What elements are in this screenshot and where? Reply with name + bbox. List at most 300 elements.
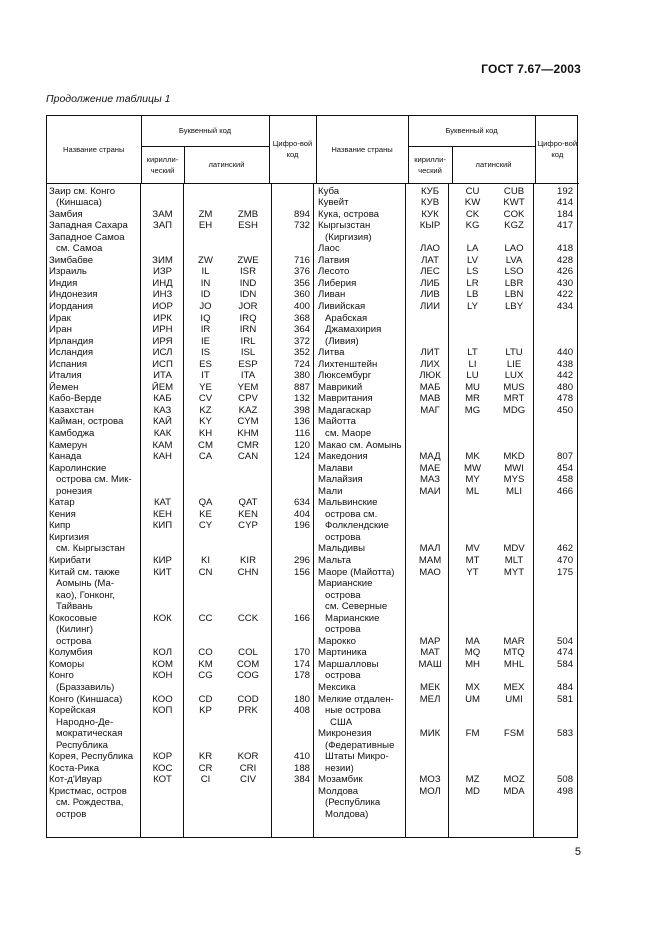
right-latin2-code: [452, 809, 493, 821]
left-country-name: Кабо-Верде: [49, 393, 102, 405]
left-latin2-code: [184, 682, 227, 694]
table-row: [47, 209, 579, 221]
table-row: [47, 647, 579, 659]
table-body: [47, 183, 579, 821]
table-row: [47, 590, 579, 602]
left-numeric-code: 120: [294, 439, 311, 451]
left-numeric-code: 732: [294, 220, 311, 232]
right-country-name: Майотта: [318, 416, 356, 428]
left-country-name: Китай см. также: [49, 566, 120, 578]
right-latin2-code: [452, 751, 493, 763]
table-row: [47, 786, 579, 798]
left-country-name: см. Кыргызстан: [56, 543, 125, 555]
right-country-name: Литва: [318, 347, 345, 359]
left-country-name: (Браззавиль): [56, 682, 115, 694]
header-letter-code-left: Буквенный код: [141, 116, 269, 146]
right-cyrillic-code: МАД: [419, 451, 441, 463]
left-latin3-code: IRQ: [239, 312, 257, 324]
left-latin3-code: ZMB: [237, 208, 259, 220]
left-cyrillic-code: [141, 728, 184, 740]
left-numeric-code: [269, 740, 316, 752]
left-latin3-code: [227, 786, 269, 798]
left-numeric-code: [269, 624, 316, 636]
left-latin2-code: CY: [198, 520, 213, 532]
right-country-name: Марианские: [325, 612, 380, 624]
right-numeric-code: [535, 705, 579, 717]
right-country-name: Люксембург: [318, 370, 372, 382]
right-country-name: (Ливия): [325, 335, 359, 347]
right-country-name: Куба: [318, 185, 340, 197]
left-numeric-code: 188: [294, 762, 311, 774]
table-row: [47, 809, 579, 821]
right-latin2-code: [452, 532, 493, 544]
right-cyrillic-code: МАМ: [418, 555, 442, 566]
right-country-name: Штаты Микро-: [325, 751, 389, 763]
left-numeric-code: 398: [294, 404, 311, 416]
right-country-name: Арабская: [325, 312, 368, 324]
left-cyrillic-code: [141, 486, 184, 498]
right-country-name: ные острова: [325, 705, 381, 717]
left-country-name: Аомынь (Ма-: [56, 578, 115, 590]
right-cyrillic-code: МИК: [419, 728, 441, 740]
left-latin2-code: KR: [198, 751, 213, 763]
right-cyrillic-code: МЕЛ: [419, 693, 441, 705]
right-latin2-code: LI: [468, 358, 477, 370]
right-cyrillic-code: [408, 624, 452, 636]
left-latin3-code: KAZ: [238, 404, 258, 416]
left-numeric-code: 716: [294, 254, 311, 266]
right-country-name: (Республика: [325, 797, 381, 809]
right-numeric-code: 583: [557, 728, 574, 740]
left-latin3-code: CCK: [237, 612, 259, 624]
left-latin3-code: [227, 717, 269, 729]
right-numeric-code: [535, 578, 579, 590]
table-row: [47, 255, 579, 267]
left-cyrillic-code: ИНД: [152, 277, 173, 289]
left-latin3-code: CHN: [237, 566, 259, 578]
left-cyrillic-code: [141, 797, 184, 809]
left-numeric-code: 410: [294, 751, 311, 763]
right-country-name: Лихтенштейн: [318, 358, 378, 370]
left-numeric-code: [269, 601, 316, 613]
right-latin3-code: LBY: [504, 300, 524, 312]
right-latin2-code: [452, 613, 493, 625]
right-cyrillic-code: [408, 740, 452, 752]
left-country-name: Кирибати: [49, 555, 91, 566]
right-latin2-code: LT: [467, 347, 478, 359]
left-country-name: (Киншаса): [56, 197, 102, 209]
left-cyrillic-code: КОМ: [152, 658, 173, 670]
left-latin2-code: IE: [200, 335, 211, 347]
right-latin3-code: MOZ: [503, 774, 525, 786]
right-latin2-code: MZ: [465, 774, 480, 786]
left-country-name: Италия: [49, 370, 82, 382]
left-latin3-code: [227, 543, 269, 555]
left-latin3-code: [227, 636, 269, 648]
right-latin2-code: MH: [465, 658, 480, 670]
right-cyrillic-code: [408, 313, 452, 325]
right-numeric-code: 466: [557, 485, 574, 497]
right-country-name: (Киргизия): [325, 231, 372, 243]
right-numeric-code: [535, 763, 579, 775]
right-cyrillic-code: МАИ: [419, 485, 441, 497]
left-latin3-code: [227, 728, 269, 740]
right-latin3-code: MYT: [503, 566, 525, 578]
left-latin3-code: ESP: [238, 358, 258, 370]
left-cyrillic-code: [141, 809, 184, 821]
right-latin3-code: UMI: [505, 693, 523, 705]
right-numeric-code: 175: [557, 566, 574, 578]
right-latin3-code: [493, 440, 535, 452]
table-row: [47, 705, 579, 717]
table-row: [47, 278, 579, 290]
left-cyrillic-code: ИРК: [153, 312, 172, 324]
left-latin2-code: IQ: [200, 312, 211, 324]
left-latin2-code: CO: [198, 647, 213, 659]
left-latin2-code: [184, 636, 227, 648]
left-latin2-code: [184, 717, 227, 729]
right-numeric-code: [535, 717, 579, 729]
right-latin3-code: [493, 520, 535, 532]
left-latin3-code: COG: [237, 670, 259, 682]
right-latin3-code: [493, 336, 535, 348]
left-country-name: Кристмас, остров: [49, 785, 127, 797]
left-numeric-code: 400: [294, 300, 311, 312]
right-latin3-code: MTQ: [503, 647, 525, 659]
right-numeric-code: 504: [557, 635, 574, 647]
right-numeric-code: 581: [557, 693, 574, 705]
table-row: [47, 266, 579, 278]
left-latin3-code: [227, 183, 269, 197]
header-numeric-left: Цифро-вой код: [269, 116, 316, 183]
right-latin2-code: [452, 232, 493, 244]
right-latin3-code: MDG: [502, 404, 526, 416]
left-latin2-code: QA: [198, 497, 213, 509]
left-cyrillic-code: КЕН: [153, 508, 172, 520]
right-country-name: Мальвинские: [318, 497, 378, 509]
left-numeric-code: [269, 463, 316, 475]
right-latin3-code: MKD: [503, 451, 525, 463]
right-latin2-code: MX: [465, 682, 480, 694]
right-numeric-code: [535, 590, 579, 602]
right-latin3-code: [493, 705, 535, 717]
left-latin2-code: ZM: [198, 208, 213, 220]
table-row: [47, 232, 579, 244]
left-cyrillic-code: ИСЛ: [152, 347, 173, 359]
right-latin2-code: [452, 520, 493, 532]
table-row: [47, 428, 579, 440]
table-row: [47, 324, 579, 336]
right-cyrillic-code: МАВ: [419, 393, 441, 405]
codes-grid: [47, 116, 579, 821]
left-country-name: Камерун: [49, 439, 88, 451]
left-country-name: Кот-д'Ивуар: [49, 774, 102, 786]
left-numeric-code: 380: [294, 370, 311, 382]
left-latin2-code: CR: [198, 762, 213, 774]
left-cyrillic-code: КОТ: [153, 774, 172, 786]
left-latin3-code: PRK: [238, 705, 258, 717]
left-latin3-code: [227, 624, 269, 636]
left-country-name: Казахстан: [49, 404, 94, 416]
left-cyrillic-code: ИТА: [153, 370, 172, 382]
left-latin3-code: KEN: [238, 508, 258, 520]
left-latin2-code: IN: [200, 277, 211, 289]
left-latin2-code: [184, 786, 227, 798]
right-latin2-code: MT: [465, 555, 480, 566]
left-latin2-code: KY: [199, 416, 212, 428]
right-cyrillic-code: МОЛ: [419, 785, 441, 797]
left-latin3-code: [227, 682, 269, 694]
header-latin-left: латинский: [184, 146, 269, 183]
right-numeric-code: 462: [557, 543, 574, 555]
left-latin2-code: IS: [200, 347, 211, 359]
right-cyrillic-code: ЛИБ: [420, 277, 440, 289]
right-latin2-code: MR: [465, 393, 480, 405]
left-latin3-code: KHM: [237, 427, 259, 439]
left-numeric-code: 180: [294, 693, 311, 705]
left-country-name: Народно-Де-: [56, 716, 114, 728]
right-numeric-code: [535, 416, 579, 428]
left-latin2-code: CD: [198, 693, 213, 705]
right-latin2-code: MG: [464, 404, 481, 416]
right-numeric-code: 584: [557, 658, 574, 670]
right-latin2-code: MY: [465, 474, 480, 486]
right-latin2-code: [452, 440, 493, 452]
left-country-name: Иран: [49, 324, 72, 336]
right-latin3-code: LAO: [504, 243, 524, 255]
table-row: [47, 497, 579, 509]
table-row: [47, 751, 579, 763]
right-country-name: Лесото: [318, 266, 350, 278]
left-country-name: острова см. Мик-: [56, 474, 132, 486]
left-cyrillic-code: [141, 636, 184, 648]
header-name-left: Название страны: [47, 116, 141, 183]
right-latin3-code: [493, 428, 535, 440]
left-numeric-code: [269, 682, 316, 694]
right-latin2-code: [452, 763, 493, 775]
left-latin3-code: YEM: [237, 381, 259, 393]
left-country-name: Йемен: [49, 381, 79, 393]
left-numeric-code: 166: [294, 612, 311, 624]
right-country-name: см. Маоре: [325, 427, 372, 439]
left-latin3-code: QAT: [238, 497, 258, 509]
left-latin3-code: IRN: [239, 324, 257, 336]
right-country-name: Кыргызстан: [318, 220, 371, 232]
left-cyrillic-code: [141, 543, 184, 555]
right-cyrillic-code: [408, 613, 452, 625]
left-country-name: Корея, Республика: [49, 751, 134, 763]
right-cyrillic-code: КУБ: [420, 185, 440, 197]
table-row: [47, 474, 579, 486]
right-latin3-code: MWI: [504, 462, 524, 474]
left-country-name: Корейская: [49, 705, 96, 717]
left-cyrillic-code: ИНЗ: [152, 289, 173, 301]
table-row: [47, 183, 579, 197]
table-row: [47, 636, 579, 648]
table-row: [47, 347, 579, 359]
left-cyrillic-code: КАМ: [152, 439, 173, 451]
left-latin3-code: [227, 601, 269, 613]
right-numeric-code: 434: [557, 300, 574, 312]
left-latin3-code: CMR: [237, 439, 259, 451]
right-latin2-code: LR: [466, 277, 479, 289]
left-country-name: Западная Сахара: [49, 220, 128, 232]
left-cyrillic-code: КАК: [153, 427, 172, 439]
left-cyrillic-code: ЗАП: [153, 220, 172, 232]
left-country-name: Ирландия: [49, 335, 94, 347]
right-latin2-code: ML: [465, 485, 480, 497]
right-country-name: Маршалловы: [318, 658, 379, 670]
right-latin2-code: [452, 624, 493, 636]
left-numeric-code: 352: [294, 347, 311, 359]
left-country-name: као), Гонконг,: [56, 589, 115, 601]
right-latin2-code: [452, 497, 493, 509]
right-latin2-code: UM: [465, 693, 480, 705]
right-country-name: Ливийская: [318, 300, 366, 312]
left-numeric-code: 372: [294, 335, 311, 347]
right-latin2-code: LU: [466, 370, 479, 382]
right-latin3-code: CUB: [503, 185, 525, 197]
left-latin3-code: KIR: [240, 555, 257, 566]
left-latin2-code: CA: [198, 451, 213, 463]
right-cyrillic-code: МАШ: [418, 658, 442, 670]
table-row: [47, 797, 579, 809]
left-country-name: Кокосовые: [49, 612, 98, 624]
table-row: [47, 763, 579, 775]
left-latin2-code: [184, 601, 227, 613]
left-numeric-code: 170: [294, 647, 311, 659]
right-numeric-code: [535, 232, 579, 244]
left-cyrillic-code: КОС: [152, 762, 173, 774]
right-cyrillic-code: ЛИТ: [420, 347, 440, 359]
left-country-name: см. Рождества,: [56, 797, 124, 809]
table-row: [47, 393, 579, 405]
right-cyrillic-code: ЛИХ: [420, 358, 440, 370]
left-cyrillic-code: КАЗ: [153, 404, 172, 416]
right-latin2-code: [452, 324, 493, 336]
left-latin3-code: [227, 197, 269, 209]
left-numeric-code: [269, 532, 316, 544]
right-cyrillic-code: [408, 532, 452, 544]
right-latin2-code: [452, 797, 493, 809]
table-row: [47, 682, 579, 694]
left-country-name: Иордания: [49, 300, 94, 312]
left-numeric-code: 634: [294, 497, 311, 509]
left-country-name: Индия: [49, 277, 78, 289]
left-numeric-code: 156: [294, 566, 311, 578]
left-latin3-code: ESH: [238, 220, 258, 232]
left-cyrillic-code: [141, 474, 184, 486]
left-cyrillic-code: [141, 532, 184, 544]
right-cyrillic-code: МАР: [419, 635, 441, 647]
left-numeric-code: [269, 197, 316, 209]
table-row: [47, 359, 579, 371]
document-id: ГОСТ 7.67—2003: [481, 62, 581, 76]
table-row: [47, 301, 579, 313]
table-row: [47, 613, 579, 625]
left-country-name: Заир см. Конго: [49, 185, 116, 197]
right-country-name: Лаос: [318, 243, 340, 255]
left-country-name: Исландия: [49, 347, 94, 359]
right-latin3-code: [493, 624, 535, 636]
right-country-name: Макао см. Аомынь: [318, 439, 402, 451]
right-numeric-code: 454: [557, 462, 574, 474]
table-row: [47, 520, 579, 532]
left-latin2-code: KI: [200, 555, 211, 566]
right-cyrillic-code: [408, 336, 452, 348]
right-country-name: Джамахирия: [325, 324, 382, 336]
right-numeric-code: [535, 324, 579, 336]
right-latin2-code: [452, 336, 493, 348]
right-latin2-code: MW: [464, 462, 482, 474]
table-row: [47, 289, 579, 301]
table-row: [47, 509, 579, 521]
left-latin2-code: CI: [200, 774, 211, 786]
left-latin2-code: [184, 474, 227, 486]
right-latin3-code: [493, 313, 535, 325]
left-cyrillic-code: [141, 243, 184, 255]
left-latin2-code: EH: [198, 220, 213, 232]
left-numeric-code: [269, 474, 316, 486]
right-latin3-code: [493, 763, 535, 775]
left-latin2-code: [184, 590, 227, 602]
left-latin3-code: [227, 809, 269, 821]
right-latin3-code: [493, 578, 535, 590]
left-latin3-code: CRI: [239, 762, 257, 774]
right-cyrillic-code: [408, 520, 452, 532]
right-cyrillic-code: [408, 763, 452, 775]
right-country-name: острова: [325, 531, 361, 543]
left-latin2-code: [184, 532, 227, 544]
right-cyrillic-code: [408, 324, 452, 336]
right-latin2-code: MU: [465, 381, 480, 393]
left-numeric-code: [269, 636, 316, 648]
header-latin-right: латинский: [452, 146, 535, 183]
right-cyrillic-code: [408, 497, 452, 509]
right-cyrillic-code: [408, 751, 452, 763]
left-cyrillic-code: ИРЯ: [152, 335, 173, 347]
right-country-name: острова: [325, 670, 361, 682]
right-latin2-code: MD: [465, 785, 480, 797]
left-latin2-code: [184, 578, 227, 590]
right-latin2-code: [452, 509, 493, 521]
right-latin3-code: MEX: [503, 682, 525, 694]
left-cyrillic-code: КИР: [153, 555, 172, 566]
table-row: [47, 543, 579, 555]
left-cyrillic-code: [141, 717, 184, 729]
right-country-name: Молдова): [325, 809, 369, 821]
right-numeric-code: 470: [557, 555, 574, 566]
right-numeric-code: 498: [557, 785, 574, 797]
left-latin2-code: [184, 463, 227, 475]
right-country-name: Малайзия: [318, 474, 363, 486]
left-latin2-code: ES: [199, 358, 212, 370]
left-country-name: Кения: [49, 508, 76, 520]
right-latin3-code: COK: [503, 208, 525, 220]
left-latin2-code: [184, 624, 227, 636]
left-country-name: Конго: [49, 670, 74, 682]
table-row: [47, 405, 579, 417]
right-numeric-code: 428: [557, 254, 574, 266]
left-latin3-code: CIV: [240, 774, 257, 786]
table-row: [47, 694, 579, 706]
table-row: [47, 670, 579, 682]
right-numeric-code: 417: [557, 220, 574, 232]
right-country-name: Фолклендские: [325, 520, 389, 532]
left-latin2-code: [184, 809, 227, 821]
left-country-name: Зимбабве: [49, 254, 94, 266]
left-cyrillic-code: [141, 601, 184, 613]
